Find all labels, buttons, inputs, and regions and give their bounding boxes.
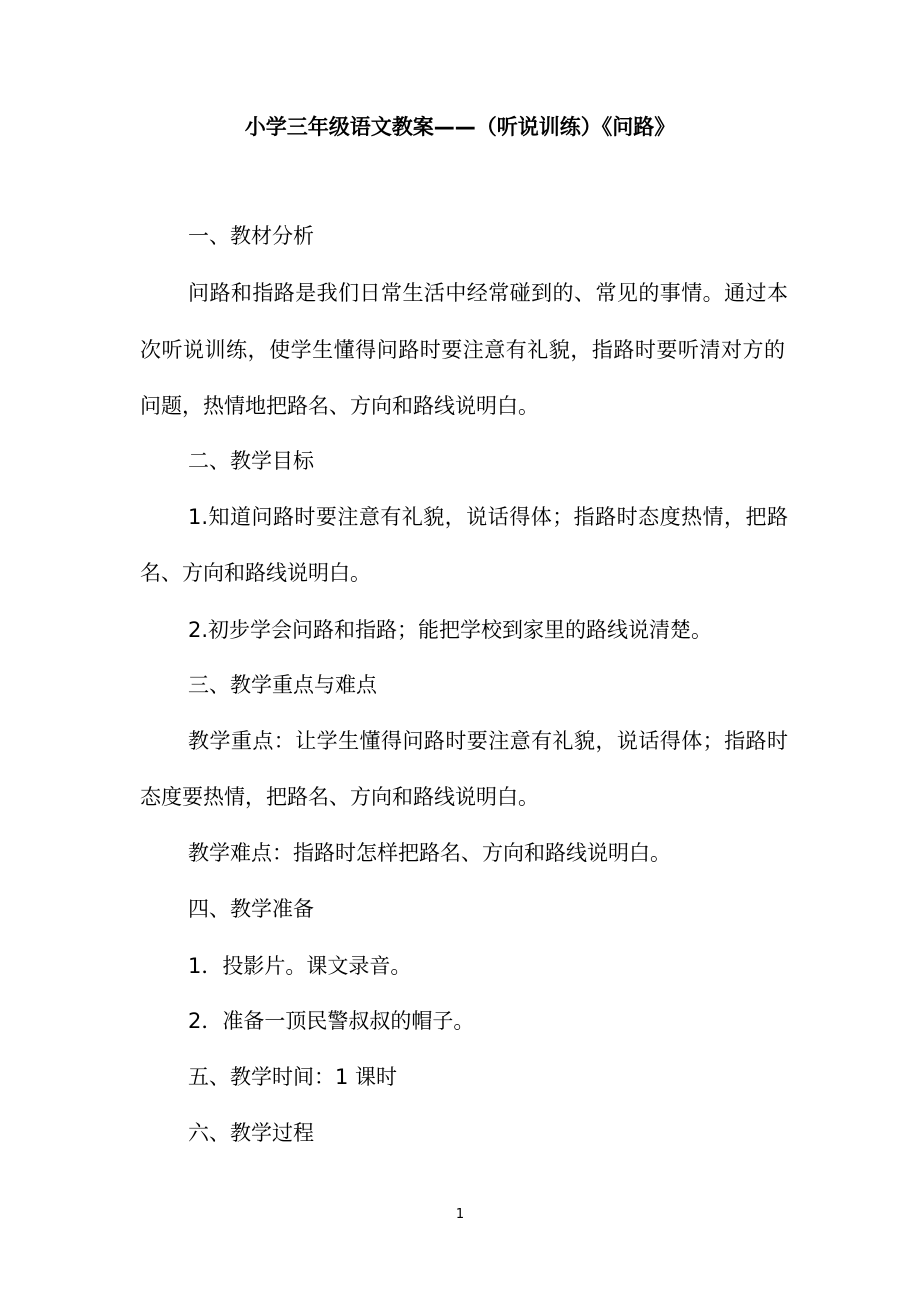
section-heading-time: 五、教学时间：1 课时 [188, 1065, 398, 1089]
list-item: 1．投影片。课文录音。 [188, 954, 412, 978]
paragraph-line: 问题，热情地把路名、方向和路线说明白。 [140, 394, 539, 418]
paragraph-line: 1.知道问路时要注意有礼貌，说话得体；指路时态度热情，把路 [188, 505, 788, 529]
page-number: 1 [455, 1207, 465, 1222]
paragraph-line: 态度要热情，把路名、方向和路线说明白。 [140, 785, 539, 809]
paragraph-line: 教学难点：指路时怎样把路名、方向和路线说明白。 [188, 841, 671, 865]
paragraph-line: 名、方向和路线说明白。 [140, 561, 371, 585]
list-item: 2．准备一顶民警叔叔的帽子。 [188, 1009, 475, 1033]
section-heading-materials: 一、教材分析 [188, 224, 314, 248]
paragraph-line: 次听说训练，使学生懂得问路时要注意有礼貌，指路时要听清对方的 [140, 338, 785, 362]
document-title: 小学三年级语文教案——（听说训练）《问路》 [244, 115, 676, 139]
section-heading-process: 六、教学过程 [188, 1121, 314, 1145]
paragraph-line: 2.初步学会问路和指路；能把学校到家里的路线说清楚。 [188, 618, 713, 642]
section-heading-preparation: 四、教学准备 [188, 897, 314, 921]
section-heading-key-points: 三、教学重点与难点 [188, 673, 377, 697]
section-heading-goals: 二、教学目标 [188, 449, 314, 473]
paragraph-line: 教学重点：让学生懂得问路时要注意有礼貌，说话得体；指路时 [188, 729, 788, 753]
paragraph-line: 问路和指路是我们日常生活中经常碰到的、常见的事情。通过本 [188, 281, 788, 305]
